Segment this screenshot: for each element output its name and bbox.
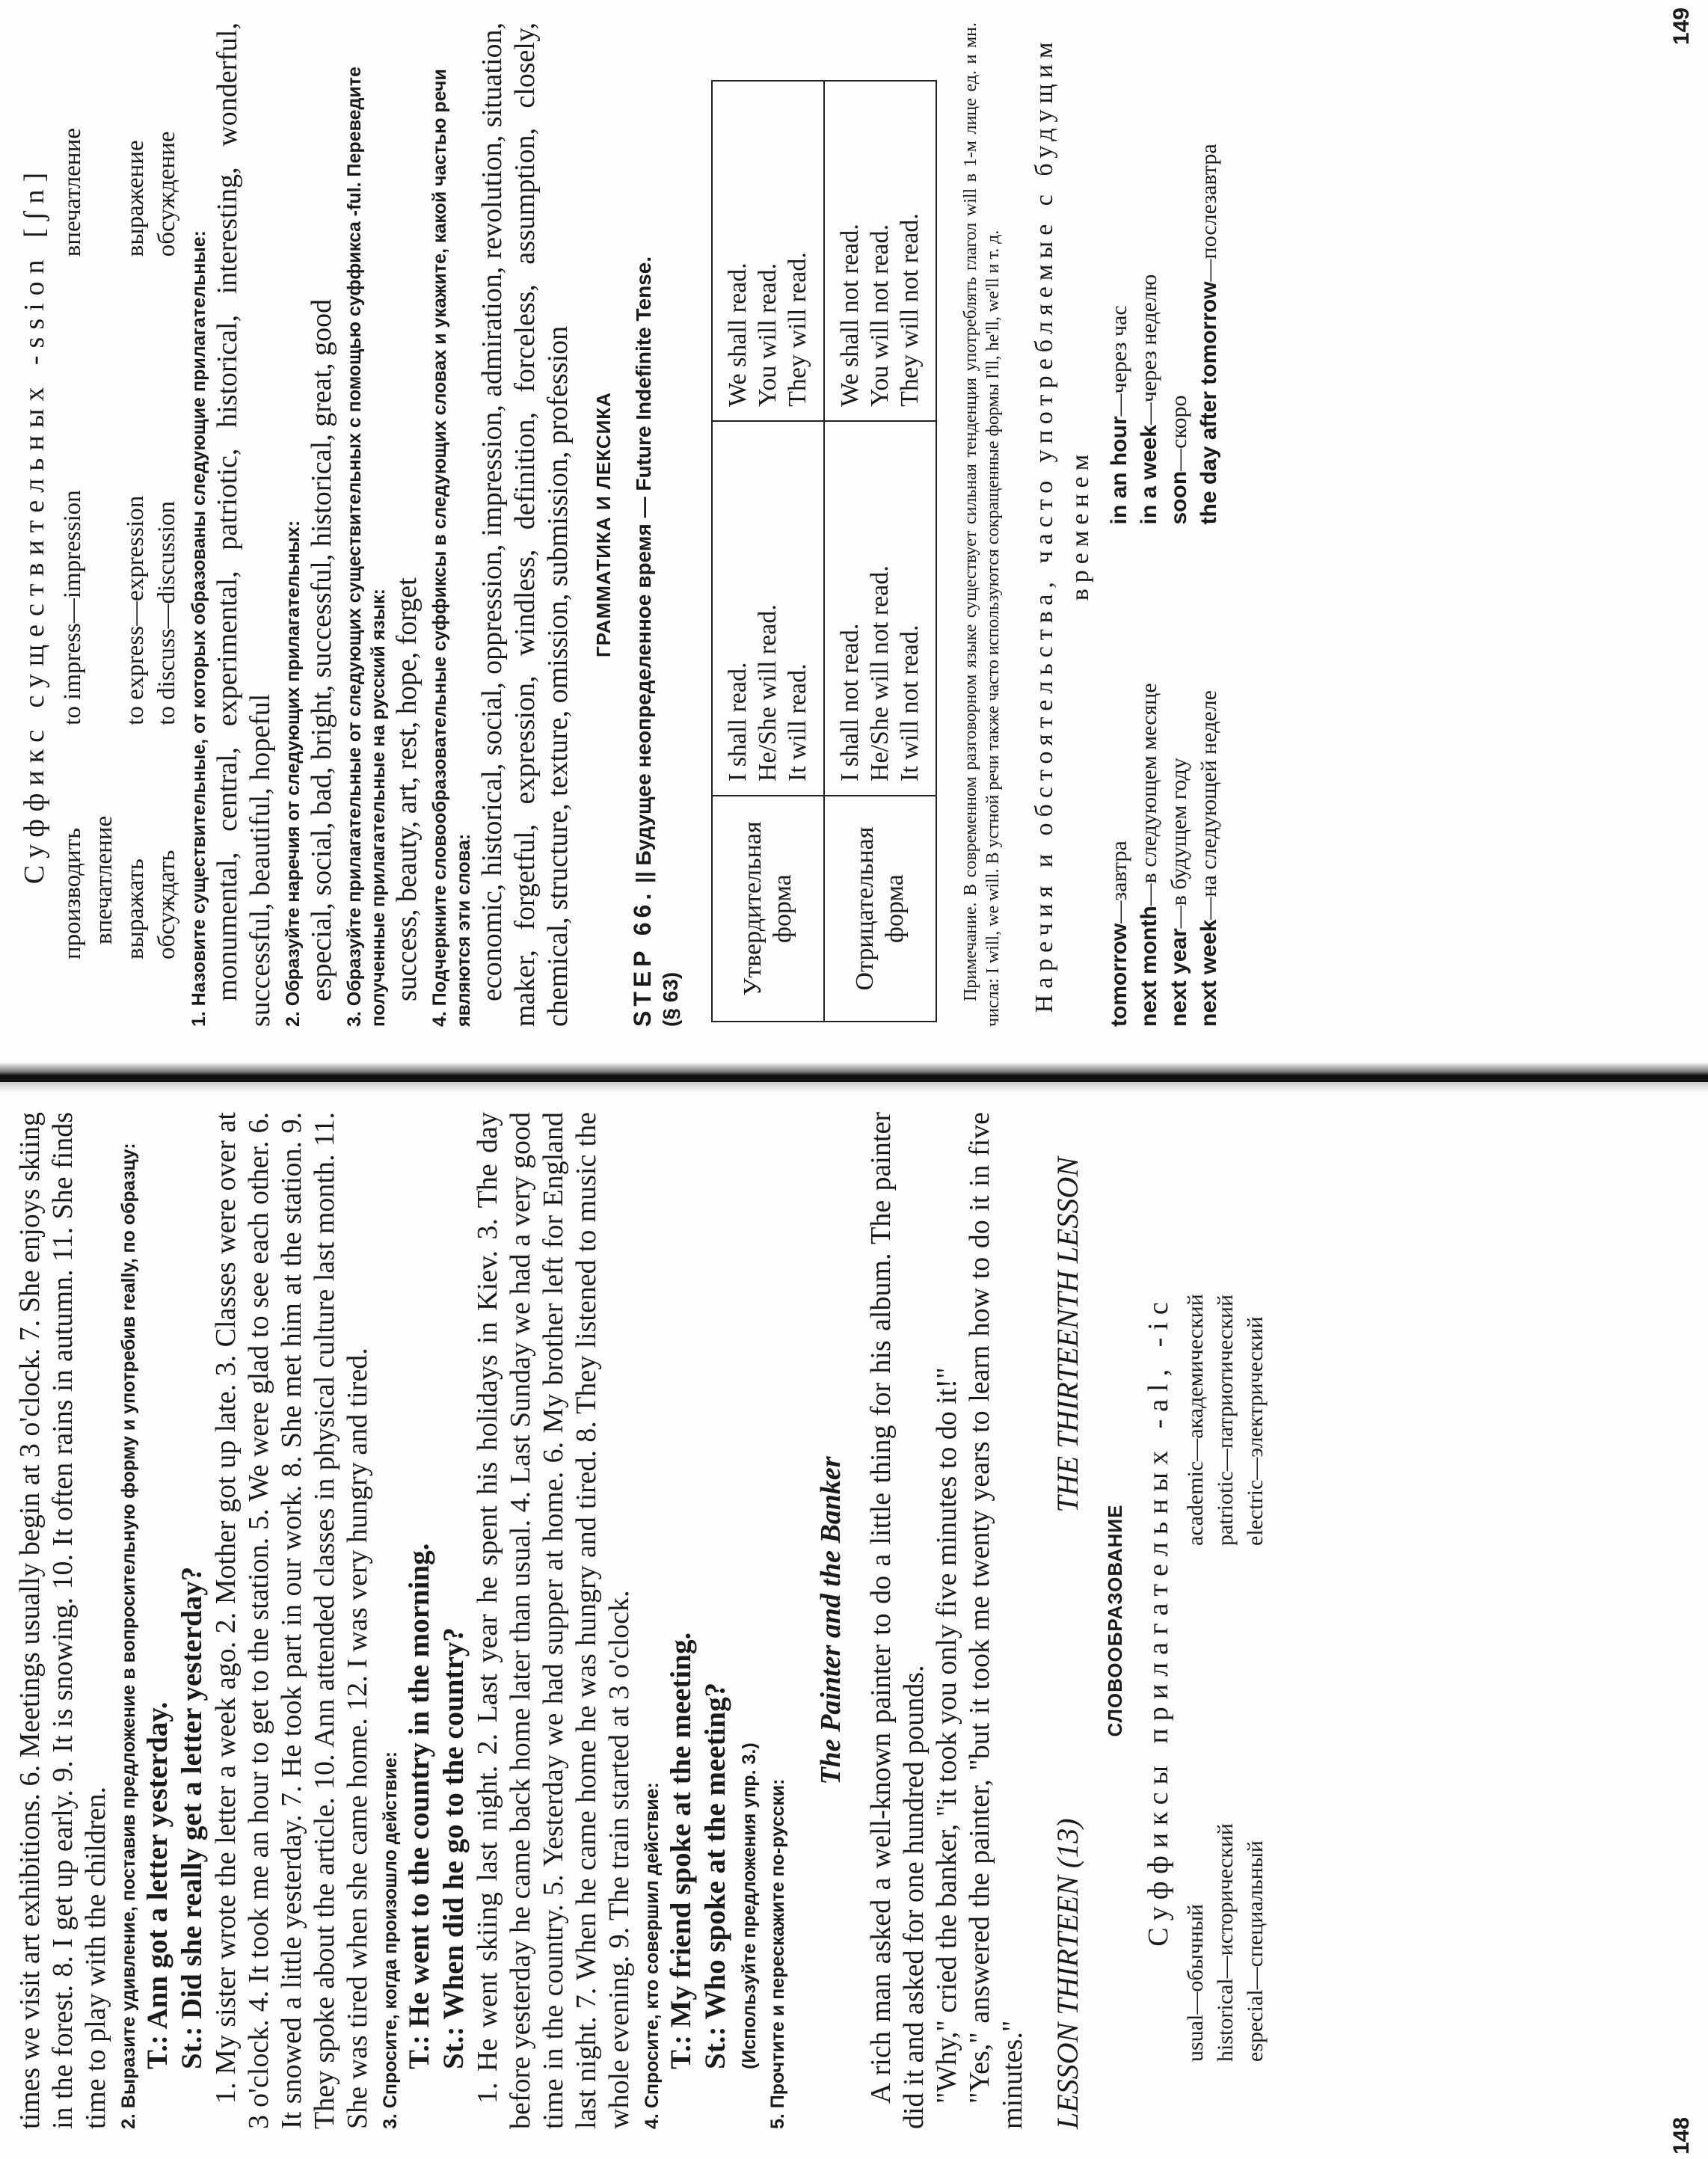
table-cell-line: I shall read. [724,662,752,782]
step-reference [657,22,684,1027]
suffix-pair: historical—исторический [1213,1823,1238,2062]
adjective-suffix-heading: Суффиксы прилагательных -al, -ic [1143,1295,1174,1947]
r-exercise-4-body: economic, historical, social, oppression, impression, admiration, revolution, situation, maker, forgetful, expression, windless, definition, forceless, assumption, closely, chemical, structure, texture, omission, submission, profession [476,22,574,1027]
adverb-meaning: —скоро [1167,395,1191,471]
usage-note: Примечание. В современном разговорном языке существует сильная тенденция употреблять глагол will в 1-м лице ед. и мн. числа: I will, we will. В устной речи также часто используются сокращенные формы I'll, he'll, we'll и т. д. [961,22,1003,1027]
table-cell-line: We shall not read. [836,224,864,407]
adjective-suffix-pairs [1181,1112,1271,2129]
r-exercise-1-body: monumental, central, experimental, patriotic, historical, interesting, wonderful, successful, beautiful, hopeful [212,22,276,1027]
story-title: The Painter and the Banker [815,1456,847,1785]
adverb-item [1194,22,1224,525]
noun-cell: to discuss—discussion [153,500,180,725]
adverb-meaning: —в будущем году [1167,758,1191,929]
noun-cell: обсуждать [153,850,180,959]
noun-cell: впечатление [90,815,117,945]
adverb-term: next year [1167,928,1191,1027]
exercise-4-instruction: 4. Спросите, кто совершил действие: [642,1782,663,2129]
step-title: || Будущее неопределенное время — Future Indefinite Tense. [632,256,655,883]
grammar-heading: ГРАММАТИКА И ЛЕКСИКА [592,392,615,657]
adverb-item [1164,525,1194,1028]
exercise-4-teacher-line: T.: My friend spoke at the meeting. [665,1632,697,2069]
r-exercise-2-body: especial, social, bad, bright, successful, historical, great, good [306,298,337,1001]
word-formation-heading: СЛОВООБРАЗОВАНИЕ [1104,1504,1126,1737]
suffix-pair: usual—обычный [1183,1903,1208,2062]
table-row-header: Отрицательная форма [824,796,936,1022]
intro-paragraph: times we visit art exhibitions. 6. Meetings usually begin at 3 o'clock. 7. She enjoys skiing in the forest. 8. I get up early. 9. It is snowing. 10. It often rains in autumn. 11. She finds time to play with the children. [14,1112,111,2129]
adverb-item [1164,22,1194,525]
suffix-pair: patriotic—патриотический [1213,1294,1238,1546]
noun-cell: выражение [122,140,149,257]
story-paragraph-1: A rich man asked a well-known painter to do a little thing for his album. The painter did it and asked for one hundred pounds. [865,1112,930,2129]
page-148 [0,1082,1708,2159]
adverb-heading: Наречия и обстоятельства, часто употребляемые с будущим временем [1030,36,1094,1013]
exercise-5-instruction: 5. Прочтите и перескажите по-русски: [767,1778,788,2129]
suffix-pair: especial—специальный [1243,1840,1268,2062]
exercise-2-instruction: 2. Выразите удивление, поставив предложение в вопросительную форму и употребив really, по образцу: [118,1143,139,2129]
adverb-item [1134,525,1164,1028]
adverb-term: tomorrow [1107,923,1131,1027]
adverb-meaning: —послезавтра [1196,144,1221,282]
exercise-4-student-line: St.: Who spoke at the meeting? [699,1682,731,2069]
story-paragraph-2: "Why," cried the banker, "it took you only five minutes to do it!" [931,1367,962,2104]
noun-suffix-table [57,22,182,1027]
exercise-3-instruction: 3. Спросите, когда произошло действие: [380,1751,401,2129]
r-exercise-2-instruction: 2. Образуйте наречия от следующих прилагательных: [283,520,304,1027]
adverb-item [1105,22,1134,525]
table-cell-line: He/She will not read. [866,565,894,782]
table-cell-line: He/She will read. [754,604,781,782]
exercise-4-note: (Используйте предложения упр. 3.) [739,1742,760,2069]
lesson-number: LESSON THIRTEEN (13) [1051,1818,1084,2129]
future-tense-table [711,80,937,1022]
table-cell-plural [712,81,824,421]
table-cell-line: They will not read. [896,213,924,407]
noun-cell: to express—expression [122,495,149,725]
exercise-2-teacher-line: T.: Ann got a letter yesterday. [141,1701,173,2069]
table-cell-line: I shall not read. [836,623,864,782]
table-row [712,81,824,1022]
r-exercise-3-body: success, beauty, art, rest, hope, forget [391,577,423,1001]
step-header [629,22,657,1027]
adverb-column-left [1105,525,1224,1028]
noun-cell: выражать [122,859,149,959]
adverb-item [1105,525,1134,1028]
noun-cell: производить [59,827,86,959]
noun-suffix-heading: Суффикс существительных -ssion [ʃn] [19,165,50,885]
adverb-term: next week [1196,919,1221,1027]
adverb-list [1105,22,1224,1027]
exercise-3-body: 1. He went skiing last night. 2. Last year he spent his holidays in Kiev. 3. The day before yesterday he came back home later than usual. 4. Last Sunday we had a very good time in the country. 5. Yesterday we had supper at home. 6. My brother left for England last night. 7. When he came home he was hungry and tired. 8. They listened to music the whole evening. 9. The train started at 3 o'clock. [472,1112,635,2129]
adverb-meaning: —через час [1107,305,1131,417]
exercise-3-student-line: St.: When did he go to the country? [437,1627,470,2069]
noun-cell: to impress—impression [59,490,86,725]
adverb-meaning: —на следующей неделе [1196,690,1221,920]
noun-cell-empty [88,22,120,725]
r-exercise-3-instruction: 3. Образуйте прилагательные от следующих существительных с помощью суффикса -ful. Переведите полученные прилагательные на русский язык: [344,67,389,1027]
adverb-meaning: —завтра [1107,841,1131,924]
table-cell-line: They will read. [784,252,811,407]
adverb-item [1194,525,1224,1028]
table-cell-singular [712,421,824,796]
book-fold-shadow [0,1082,1708,1093]
adverb-item [1134,22,1164,525]
table-cell-singular [824,421,936,796]
adverb-term: the day after tomorrow [1196,281,1221,525]
adverb-term: in an hour [1107,416,1131,525]
page-149 [0,0,1708,1063]
suffix-pair: electric—электрический [1243,1316,1268,1546]
noun-cell: впечатление [59,128,86,257]
table-cell-line: We shall read. [724,262,752,407]
adverb-meaning: —через неделю [1137,274,1161,426]
table-row [824,81,936,1022]
adverb-column-right [1105,22,1224,525]
page-number-left: 148 [1669,2116,1694,2155]
exercise-3-teacher-line: T.: He went to the country in the morning. [403,1543,435,2069]
book-spine [0,1063,1708,1082]
table-row-header: Утвердительная форма [712,796,824,1022]
story-paragraph-3: "Yes," answered the painter, "but it took me twenty years to learn how to do it in five minutes." [964,1112,1028,2129]
step-label: STEP 66. [629,888,656,1027]
exercise-2-body: 1. My sister wrote the letter a week ago. 2. Mother got up late. 3. Classes were over at 3 o'clock. 4. It took me an hour to get to the station. 5. We were glad to see each other. 6. It snowed a little yesterday. 7. He took part in our work. 8. She met him at the station. 9. They spoke about the article. 10. Ann attended classes in physical culture last month. 11. She was tired when she came home. 12. I was very hungry and tired. [210,1112,373,2129]
table-cell-line: It will read. [784,663,811,782]
noun-cell: обсуждение [153,131,180,257]
table-cell-line: You will not read. [866,224,894,407]
table-cell-line: It will not read. [896,624,924,782]
r-exercise-1-instruction: 1. Назовите существительные, от которых образованы следующие прилагательные: [188,230,209,1027]
adverb-term: soon [1167,470,1191,525]
r-exercise-4-instruction: 4. Подчеркните словообразовательные суффиксы в следующих словах и укажите, какой частью речи являются эти слова: [429,69,474,1027]
adverb-term: next month [1137,906,1161,1027]
step-ref-text: (§ 63) [659,971,682,1027]
table-cell-plural [824,81,936,421]
lesson-title: THE THIRTEENTH LESSON [1051,1157,1084,1513]
exercise-2-student-line: St.: Did she really get a letter yesterday? [176,1566,208,2069]
adverb-meaning: —в следующем месяце [1137,683,1161,906]
table-cell-line: You will read. [754,262,781,407]
adverb-term: in a week [1137,425,1161,525]
suffix-pair: academic—академический [1183,1294,1208,1546]
page-number-right: 149 [1669,7,1694,46]
lesson-header [1050,1112,1086,2129]
